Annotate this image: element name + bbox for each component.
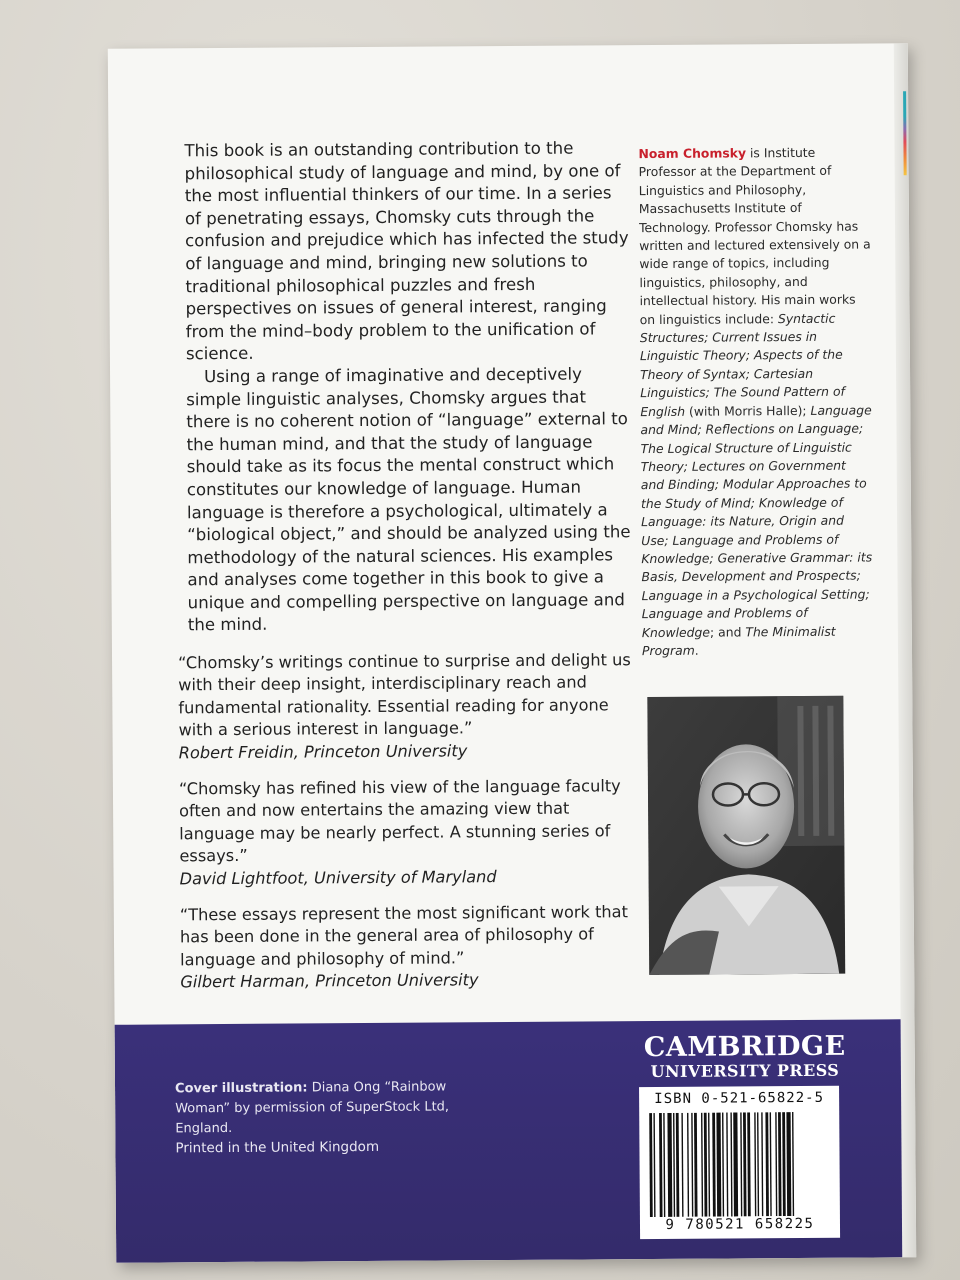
publisher-name-line1: CAMBRIDGE: [643, 1030, 846, 1064]
bio-works-end: .: [694, 642, 699, 658]
publisher-name-line2: UNIVERSITY PRESS: [650, 1060, 840, 1082]
barcode-bar: [786, 1112, 791, 1216]
book-description: [184, 137, 633, 637]
barcode-bar: [722, 1113, 724, 1217]
barcode-bar: [663, 1113, 665, 1217]
barcode-bar: [712, 1113, 716, 1217]
quote-attribution: David Lightfoot, University of Maryland: [179, 866, 497, 888]
bio-works-and: ; and: [709, 623, 746, 640]
description-paragraph-2: Using a range of imaginative and deceptively simple linguistic analyses, Chomsky argues that there is no coherent notion of “language” external to the human mind, and that the study of language should take as its focus the mental construct which constitutes our knowledge of language. Human language is therefore a psychological, ultimately a “biological object,” and should be analyzed using the methodology of the natural sciences. His examples and analyses come together in this book to give a unique and compelling perspective on language and the mind.: [186, 364, 631, 635]
bio-intro: is Institute Professor at the Department of Linguistics and Philosophy, Massachusetts Institute of Technology. Professor Chomsky has written and lectured extensively on a wide range of topics, including linguistics, philosophy, and intellectual history. His main works on linguistics include:: [638, 144, 871, 327]
barcode-bar: [775, 1112, 777, 1216]
author-bio: [638, 143, 874, 660]
barcode-bar: [743, 1112, 747, 1216]
barcode-bar: [730, 1112, 732, 1216]
barcode-bar: [708, 1113, 710, 1217]
barcode-bar: [792, 1112, 794, 1216]
ean-number: 9 780521 658225: [665, 1215, 815, 1233]
author-photo: [647, 696, 845, 975]
barcode-bar: [740, 1112, 742, 1216]
barcode: [639, 1086, 840, 1239]
color-stripe: [903, 91, 907, 175]
quote-text: “Chomsky’s writings continue to surprise and delight us with their deep insight, interdisciplinary reach and fundamental rationality. Essential reading for anyone with a serious interest in language.”: [177, 650, 631, 740]
cover-credit: [175, 1077, 475, 1139]
barcode-bar: [659, 1113, 663, 1217]
barcode-bar: [653, 1113, 655, 1217]
publisher-logo: [635, 1032, 855, 1082]
quote-text: “These essays represent the most significant work that has been done in the general area of philosophy of language and philosophy of mind.”: [179, 902, 628, 970]
description-paragraph-1: This book is an outstanding contribution to the philosophical study of language and mind, by one of the most influential thinkers of our time. In a series of penetrating essays, Chomsky cuts through the confusion and prejudice which has infected the study of language and mind, bringing new solutions to traditional philosophical puzzles and fresh perspectives on issues of general interest, ranging from the mind–body problem to the unification of science.: [184, 138, 629, 364]
barcode-bar: [761, 1112, 763, 1216]
cover-credit-text: Diana Ong “Rainbow Woman” by permission of SuperStock Ltd, England.: [175, 1079, 450, 1137]
barcode-bar: [770, 1112, 772, 1216]
barcode-bar: [681, 1113, 683, 1217]
review-quote: [178, 649, 639, 764]
barcode-bar: [747, 1112, 751, 1216]
barcode-bar: [687, 1113, 689, 1217]
review-quote: [180, 901, 641, 994]
barcode-bar: [726, 1113, 728, 1217]
printed-in: Printed in the United Kingdom: [175, 1138, 380, 1157]
barcode-bar: [765, 1112, 769, 1216]
bio-works: Syntactic Structures; Current Issues in Linguistic Theory; Aspects of the Theory of Syntax; Cartesian Linguistics; The Sound Pattern of English: [639, 310, 845, 419]
barcode-bar: [649, 1113, 653, 1217]
bio-works-note: (with Morris Halle);: [685, 402, 811, 419]
barcode-bar: [673, 1113, 675, 1217]
barcode-bar: [778, 1112, 782, 1216]
publisher-band: [115, 1019, 903, 1262]
barcode-bar: [704, 1113, 708, 1217]
cover-credit-label: Cover illustration:: [174, 1080, 308, 1097]
author-name: Noam Chomsky: [638, 145, 747, 162]
barcode-bar: [676, 1113, 680, 1217]
barcode-bar: [782, 1112, 786, 1216]
quote-text: “Chomsky has refined his view of the language faculty often and now entertains the amazing view that language may be nearly perfect. A stunning series of essays.”: [178, 776, 621, 866]
barcode-bar: [691, 1113, 693, 1217]
barcode-bar: [757, 1112, 759, 1216]
bio-works-3: The Minimalist Program: [641, 623, 836, 659]
barcode-bar: [694, 1113, 698, 1217]
barcode-bar: [667, 1113, 672, 1217]
review-quotes: [178, 649, 640, 1008]
isbn-number: ISBN 0-521-65822-5: [654, 1089, 825, 1108]
book-back-cover: [108, 43, 916, 1263]
barcode-bar: [733, 1112, 738, 1216]
barcode-bar: [754, 1112, 756, 1216]
barcode-bar: [701, 1113, 703, 1217]
review-quote: [179, 775, 640, 890]
quote-attribution: Robert Freidin, Princeton University: [178, 740, 468, 762]
quote-attribution: Gilbert Harman, Princeton University: [180, 970, 479, 992]
barcode-bars: [647, 1112, 832, 1217]
bio-works-2: Language and Mind; Reflections on Language; The Logical Structure of Linguistic Theory; Lectures on Government and Binding; Modular Approaches to the Study of Mind; Knowledge of Language: its Nature, Origin and Use; Language and Problems of Knowledge; Generative Grammar: its Basis, Development and Prospects; Language in a Psychological Setting; Language and Problems of Knowledge: [640, 402, 873, 640]
barcode-bar: [716, 1113, 721, 1217]
